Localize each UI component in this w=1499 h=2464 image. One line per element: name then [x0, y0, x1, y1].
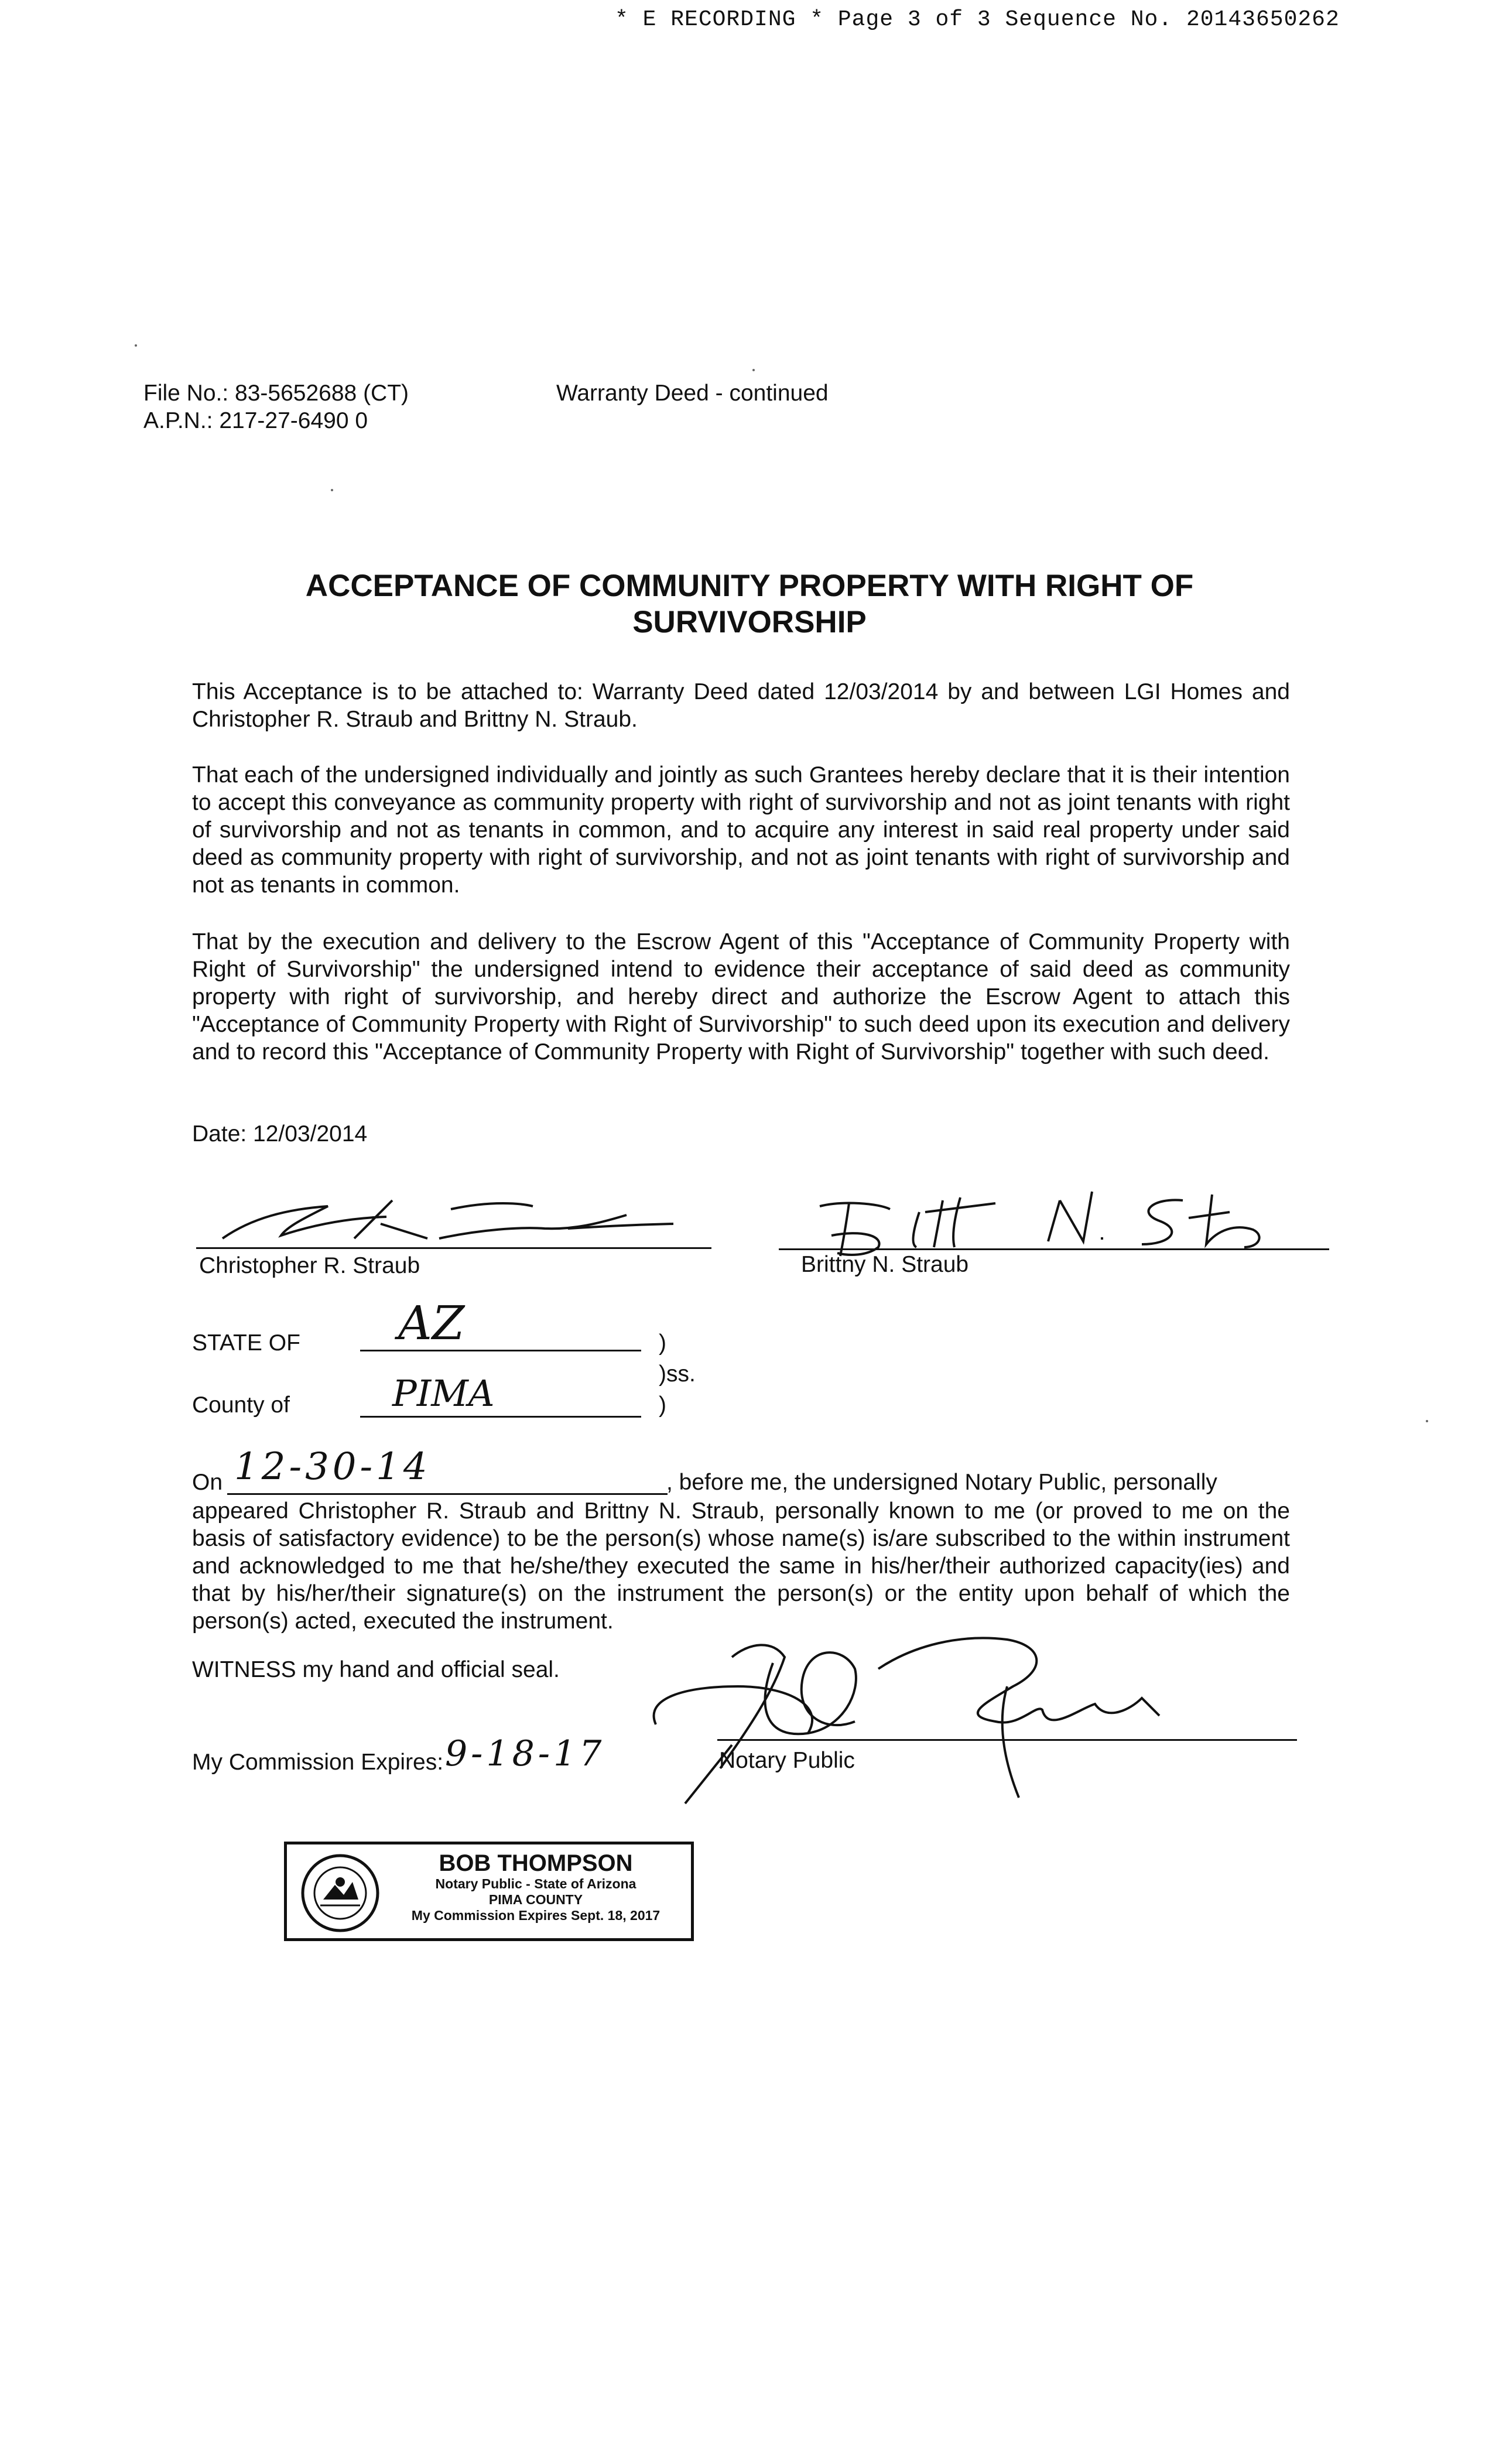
notary-stamp — [284, 1842, 694, 1941]
declaration-paragraph: That each of the undersigned individually and jointly as such Grantees hereby declare that it is their intention to accept this conveyance as community property with right of survivorship and not as joint tenants with right of survivorship and not as tenants in common, and to acquire any interest in said real property under said deed as community property with right of survivorship, and not as joint tenants with right of survivorship and not as tenants in common. — [192, 762, 1290, 898]
state-label: STATE OF — [192, 1330, 300, 1356]
notary-signature — [632, 1622, 1218, 1815]
file-number: File No.: 83-5652688 (CT) — [143, 381, 409, 406]
acknowledgment-intro: , before me, the undersigned Notary Public, personally — [666, 1470, 1217, 1495]
scan-speck — [331, 489, 333, 491]
stamp-notary-title: Notary Public - State of Arizona — [435, 1876, 636, 1891]
apn-number: A.P.N.: 217-27-6490 0 — [143, 408, 368, 433]
county-line — [360, 1416, 641, 1418]
county-label: County of — [192, 1392, 290, 1418]
scan-speck — [752, 369, 755, 371]
scan-speck — [1426, 1420, 1428, 1422]
date-line: Date: 12/03/2014 — [192, 1121, 368, 1147]
state-seal-icon — [300, 1853, 381, 1933]
county-value: PIMA — [392, 1372, 495, 1415]
stamp-notary-name: BOB THOMPSON — [439, 1850, 633, 1876]
notary-signature-line — [717, 1739, 1297, 1741]
attachment-paragraph: This Acceptance is to be attached to: Warranty Deed dated 12/03/2014 by and between LGI Homes and Christopher R. Straub and Brittny N. Straub. — [192, 679, 1290, 732]
acknowledgment-date-line — [227, 1493, 668, 1495]
recording-header: * E RECORDING * Page 3 of 3 Sequence No. 20143650262 — [615, 7, 1340, 32]
scan-speck — [135, 344, 137, 347]
ss-label: )ss. — [659, 1361, 696, 1387]
stamp-text-block — [384, 1850, 688, 1924]
title-line-2: SURVIVORSHIP — [632, 605, 867, 639]
on-label: On — [192, 1470, 223, 1495]
title-line-1: ACCEPTANCE OF COMMUNITY PROPERTY WITH RIGHT OF — [305, 569, 1194, 603]
witness-line: WITNESS my hand and official seal. — [192, 1657, 560, 1682]
paren-bottom: ) — [659, 1392, 666, 1418]
commission-expiration: 9-18-17 — [445, 1733, 605, 1774]
signature-christopher — [217, 1183, 685, 1247]
state-value: AZ — [398, 1296, 465, 1350]
execution-paragraph: That by the execution and delivery to the Escrow Agent of this "Acceptance of Community Property with Right of Survivorship" the undersigned intend to evidence their acceptance of said deed as community property with right of survivorship, and hereby direct and authorize the Escrow Agent to attach this "Acceptance of Community Property with Right of Survivorship" to such deed upon its execution and delivery and to record this "Acceptance of Community Property with Right of Survivorship" together with such deed. — [192, 929, 1290, 1065]
commission-label: My Commission Expires: — [192, 1750, 444, 1775]
stamp-county: PIMA COUNTY — [488, 1892, 583, 1907]
acknowledgment-date: 12-30-14 — [234, 1445, 431, 1488]
signer-2-name: Brittny N. Straub — [801, 1252, 969, 1277]
signature-line-2 — [779, 1248, 1329, 1250]
signature-line-1 — [196, 1247, 711, 1249]
deed-continued-label: Warranty Deed - continued — [556, 381, 829, 406]
signer-1-name: Christopher R. Straub — [199, 1253, 420, 1278]
paren-top: ) — [659, 1330, 666, 1356]
state-line — [360, 1350, 641, 1351]
notary-public-label: Notary Public — [719, 1748, 855, 1773]
stamp-expiration: My Commission Expires Sept. 18, 2017 — [411, 1908, 660, 1923]
document-title — [117, 568, 1382, 641]
acknowledgment-body: appeared Christopher R. Straub and Brittny N. Straub, personally known to me (or proved to me on the basis of satisfactory evidence) to be the person(s) whose name(s) is/are subscribed to the within instrument and acknowledged to me that he/she/they executed the same in his/her/their authorized capacity(ies) and that by his/her/their signature(s) on the instrument the person(s) or the entity upon behalf of which the person(s) acted, executed the instrument. — [192, 1498, 1290, 1634]
